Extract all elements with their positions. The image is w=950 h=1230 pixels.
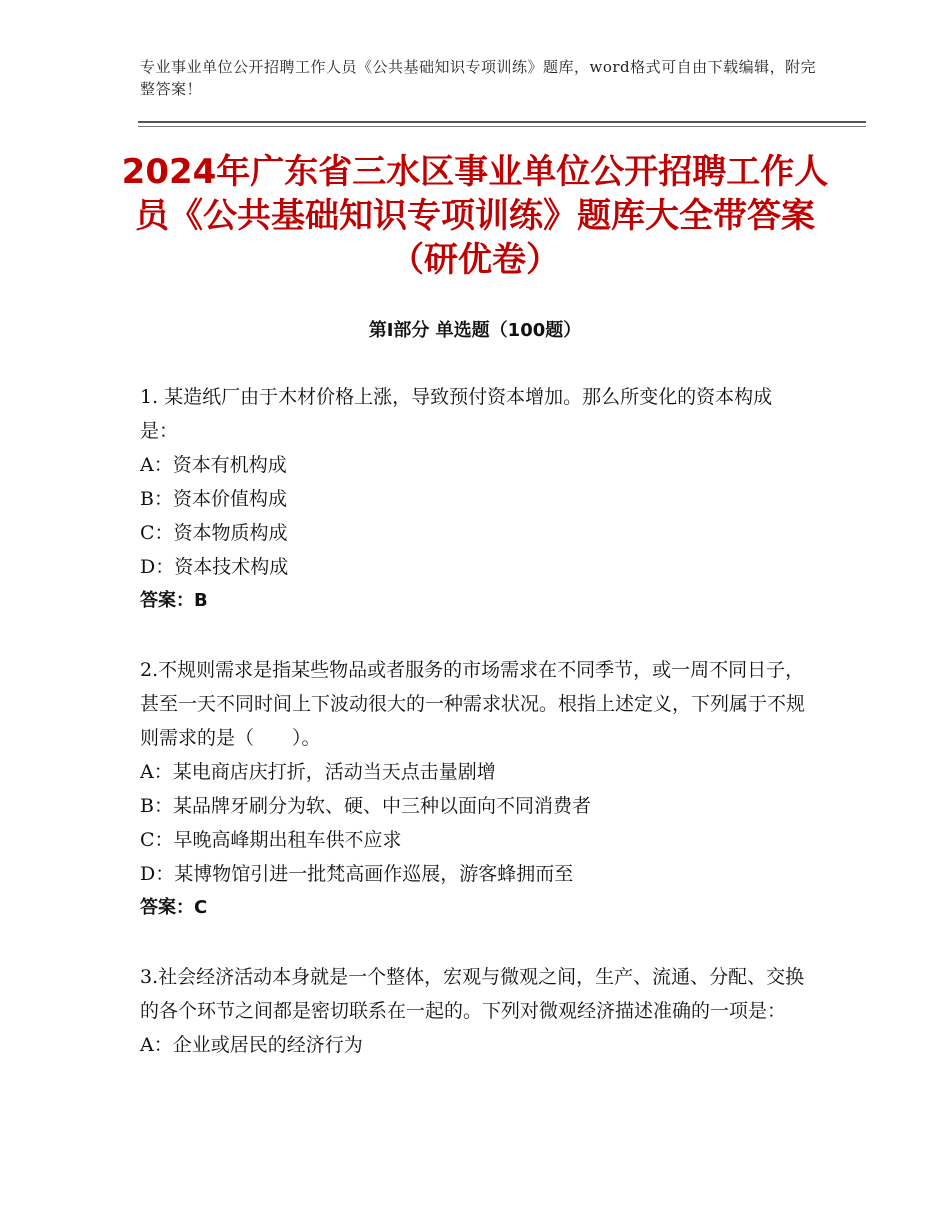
spacer	[140, 618, 810, 653]
option-d: D：某博物馆引进一批梵高画作巡展，游客蜂拥而至	[140, 863, 574, 885]
option-a: A：某电商店庆打折，活动当天点击量剧增	[140, 761, 496, 783]
question-stem: 3.社会经济活动本身就是一个整体，宏观与微观之间，生产、流通、分配、交换的各个环节之间都是密切联系在一起的。下列对微观经济描述准确的一项是：	[140, 966, 805, 1022]
answer-line: 答案：B	[140, 590, 208, 611]
header-rule-thick	[138, 121, 866, 123]
header-note: 专业事业单位公开招聘工作人员《公共基础知识专项训练》题库，word格式可自由下载编辑，附完整答案！	[140, 58, 817, 98]
option-a: A：资本有机构成	[140, 454, 287, 476]
spacer	[140, 925, 810, 960]
section-heading: 第Ⅰ部分 单选题（100题）	[368, 320, 582, 341]
document-title: 2024年广东省三水区事业单位公开招聘工作人员《公共基础知识专项训练》题库大全带答案（研优卷）	[121, 152, 829, 280]
option-c: C：早晚高峰期出租车供不应求	[140, 829, 402, 851]
option-b: B：某品牌牙刷分为软、硬、中三种以面向不同消费者	[140, 795, 591, 817]
answer-line: 答案：C	[140, 897, 208, 918]
option-b: B：资本价值构成	[140, 488, 287, 510]
question-2	[140, 653, 810, 925]
question-stem: 2.不规则需求是指某些物品或者服务的市场需求在不同季节，或一周不同日子，甚至一天不同时间上下波动很大的一种需求状况。根指上述定义，下列属于不规则需求的是（ ）。	[140, 659, 806, 749]
option-d: D：资本技术构成	[140, 556, 289, 578]
option-c: C：资本物质构成	[140, 522, 288, 544]
question-1	[140, 380, 810, 618]
question-3	[140, 960, 810, 1062]
header-rule-thin	[138, 126, 866, 127]
question-stem: 1. 某造纸厂由于木材价格上涨，导致预付资本增加。那么所变化的资本构成是：	[140, 386, 773, 442]
option-a: A：企业或居民的经济行为	[140, 1034, 363, 1056]
question-list	[140, 380, 810, 1062]
